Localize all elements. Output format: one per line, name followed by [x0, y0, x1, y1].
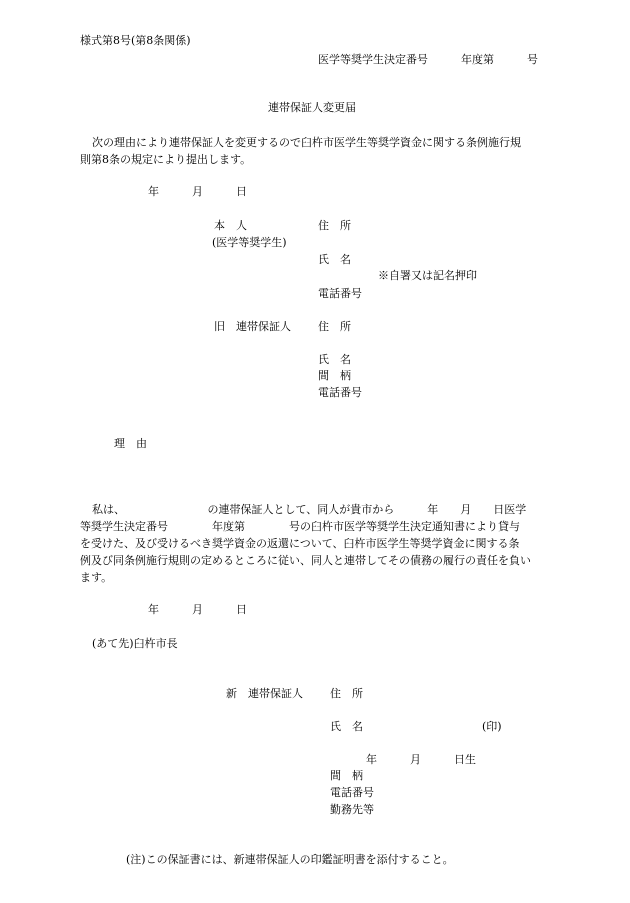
pledge-line-3: を受けた、及び受けるべき奨学資金の返還について、臼杵市医学生等奨学資金に関する条 [80, 537, 520, 550]
pledge-date: 年 月 日 [148, 603, 247, 616]
new-guarantor-relation-label: 間 柄 [330, 769, 363, 782]
old-guarantor-address-label: 住 所 [318, 320, 351, 333]
student-label: 本 人 [214, 219, 247, 232]
student-name-label: 氏 名 [318, 253, 351, 266]
form-number: 様式第8号(第8条関係) [80, 34, 191, 47]
new-guarantor-name-label: 氏 名 [330, 720, 363, 733]
pledge-line-4: 例及び同条例施行規則の定めるところに従い、同人と連帯してその債務の履行の責任を負い [80, 554, 531, 567]
intro-line-1: 次の理由により連帯保証人を変更するので臼杵市医学生等奨学資金に関する条例施行規 [92, 136, 521, 149]
seal-mark: (印) [482, 720, 502, 733]
pledge-line-2: 等奨学生決定番号 年度第 号の臼杵市医学等奨学生決定通知書により貸与 [80, 520, 520, 533]
signature-note: ※自署又は記名押印 [378, 269, 477, 282]
new-guarantor-label: 新 連帯保証人 [226, 687, 303, 700]
old-guarantor-label: 旧 連帯保証人 [214, 320, 291, 333]
old-guarantor-phone-label: 電話番号 [318, 386, 362, 399]
footnote: (注)この保証書には、新連帯保証人の印鑑証明書を添付すること。 [126, 853, 454, 866]
new-guarantor-birth-date: 年 月 日生 [366, 753, 476, 766]
decision-number: 医学等奨学生決定番号 年度第 号 [318, 53, 538, 66]
student-address-label: 住 所 [318, 219, 351, 232]
new-guarantor-workplace-label: 勤務先等 [330, 803, 374, 816]
intro-line-2: 則第8条の規定により提出します。 [80, 153, 252, 166]
old-guarantor-name-label: 氏 名 [318, 353, 351, 366]
page-title: 連帯保証人変更届 [268, 101, 356, 114]
new-guarantor-address-label: 住 所 [330, 687, 363, 700]
pledge-line-5: ます。 [80, 571, 113, 584]
new-guarantor-phone-label: 電話番号 [330, 786, 374, 799]
reason-label: 理 由 [114, 437, 147, 450]
student-phone-label: 電話番号 [318, 287, 362, 300]
pledge-line-1: 私は、 の連帯保証人として、同人が貴市から 年 月 日医学 [92, 503, 527, 516]
old-guarantor-relation-label: 間 柄 [318, 369, 351, 382]
submission-date: 年 月 日 [148, 185, 247, 198]
addressee: (あて先)臼杵市長 [92, 637, 178, 650]
student-sublabel: (医学等奨学生) [212, 236, 287, 249]
